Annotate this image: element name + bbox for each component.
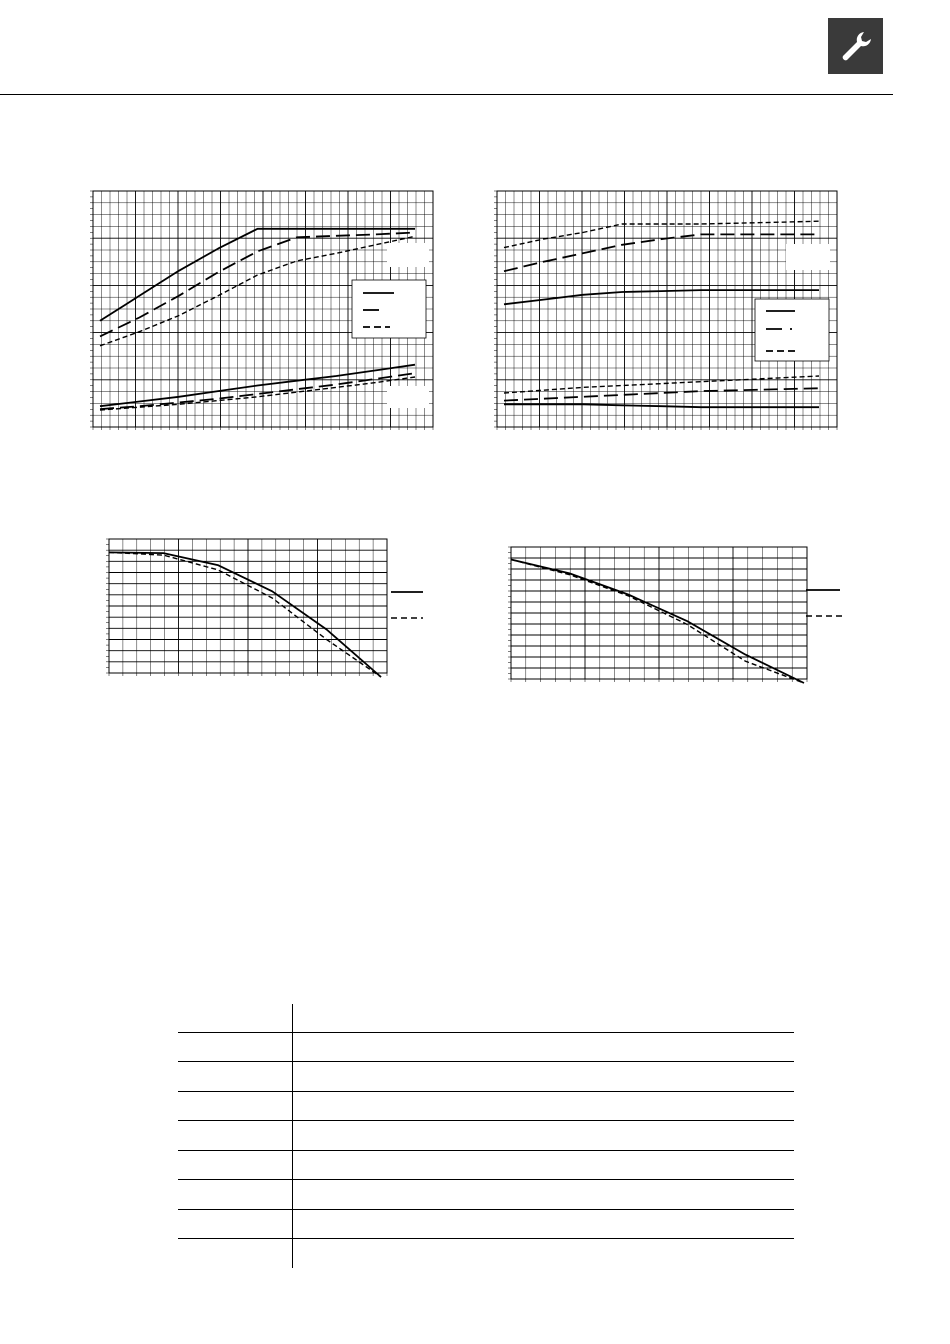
table-row [178, 1091, 794, 1092]
table-row [178, 1032, 794, 1033]
table-row [178, 1209, 794, 1210]
series-line [504, 388, 819, 400]
chart-top-right [494, 188, 839, 430]
table-row [178, 1061, 794, 1062]
label-box [387, 243, 429, 267]
series-line [109, 552, 381, 677]
series-line [109, 552, 381, 677]
table-column-divider [292, 1004, 293, 1268]
series-line [504, 234, 819, 271]
tool-badge [828, 18, 883, 74]
label-box [387, 386, 429, 408]
table-row [178, 1120, 794, 1121]
series-line [100, 373, 415, 409]
table-row [178, 1150, 794, 1151]
legend-box [352, 280, 426, 338]
spec-table [178, 1004, 794, 1268]
header-rule [0, 94, 893, 95]
chart-bottom-right [508, 544, 848, 682]
table-row [178, 1238, 794, 1239]
series-line [100, 365, 415, 407]
chart-top-left [90, 188, 435, 430]
wrench-icon [837, 27, 875, 65]
series-line [504, 376, 819, 393]
series-line [511, 560, 804, 684]
series-line [504, 404, 819, 407]
chart-bottom-left [106, 536, 436, 676]
series-line [511, 560, 804, 684]
label-box [786, 244, 830, 270]
table-row [178, 1179, 794, 1180]
